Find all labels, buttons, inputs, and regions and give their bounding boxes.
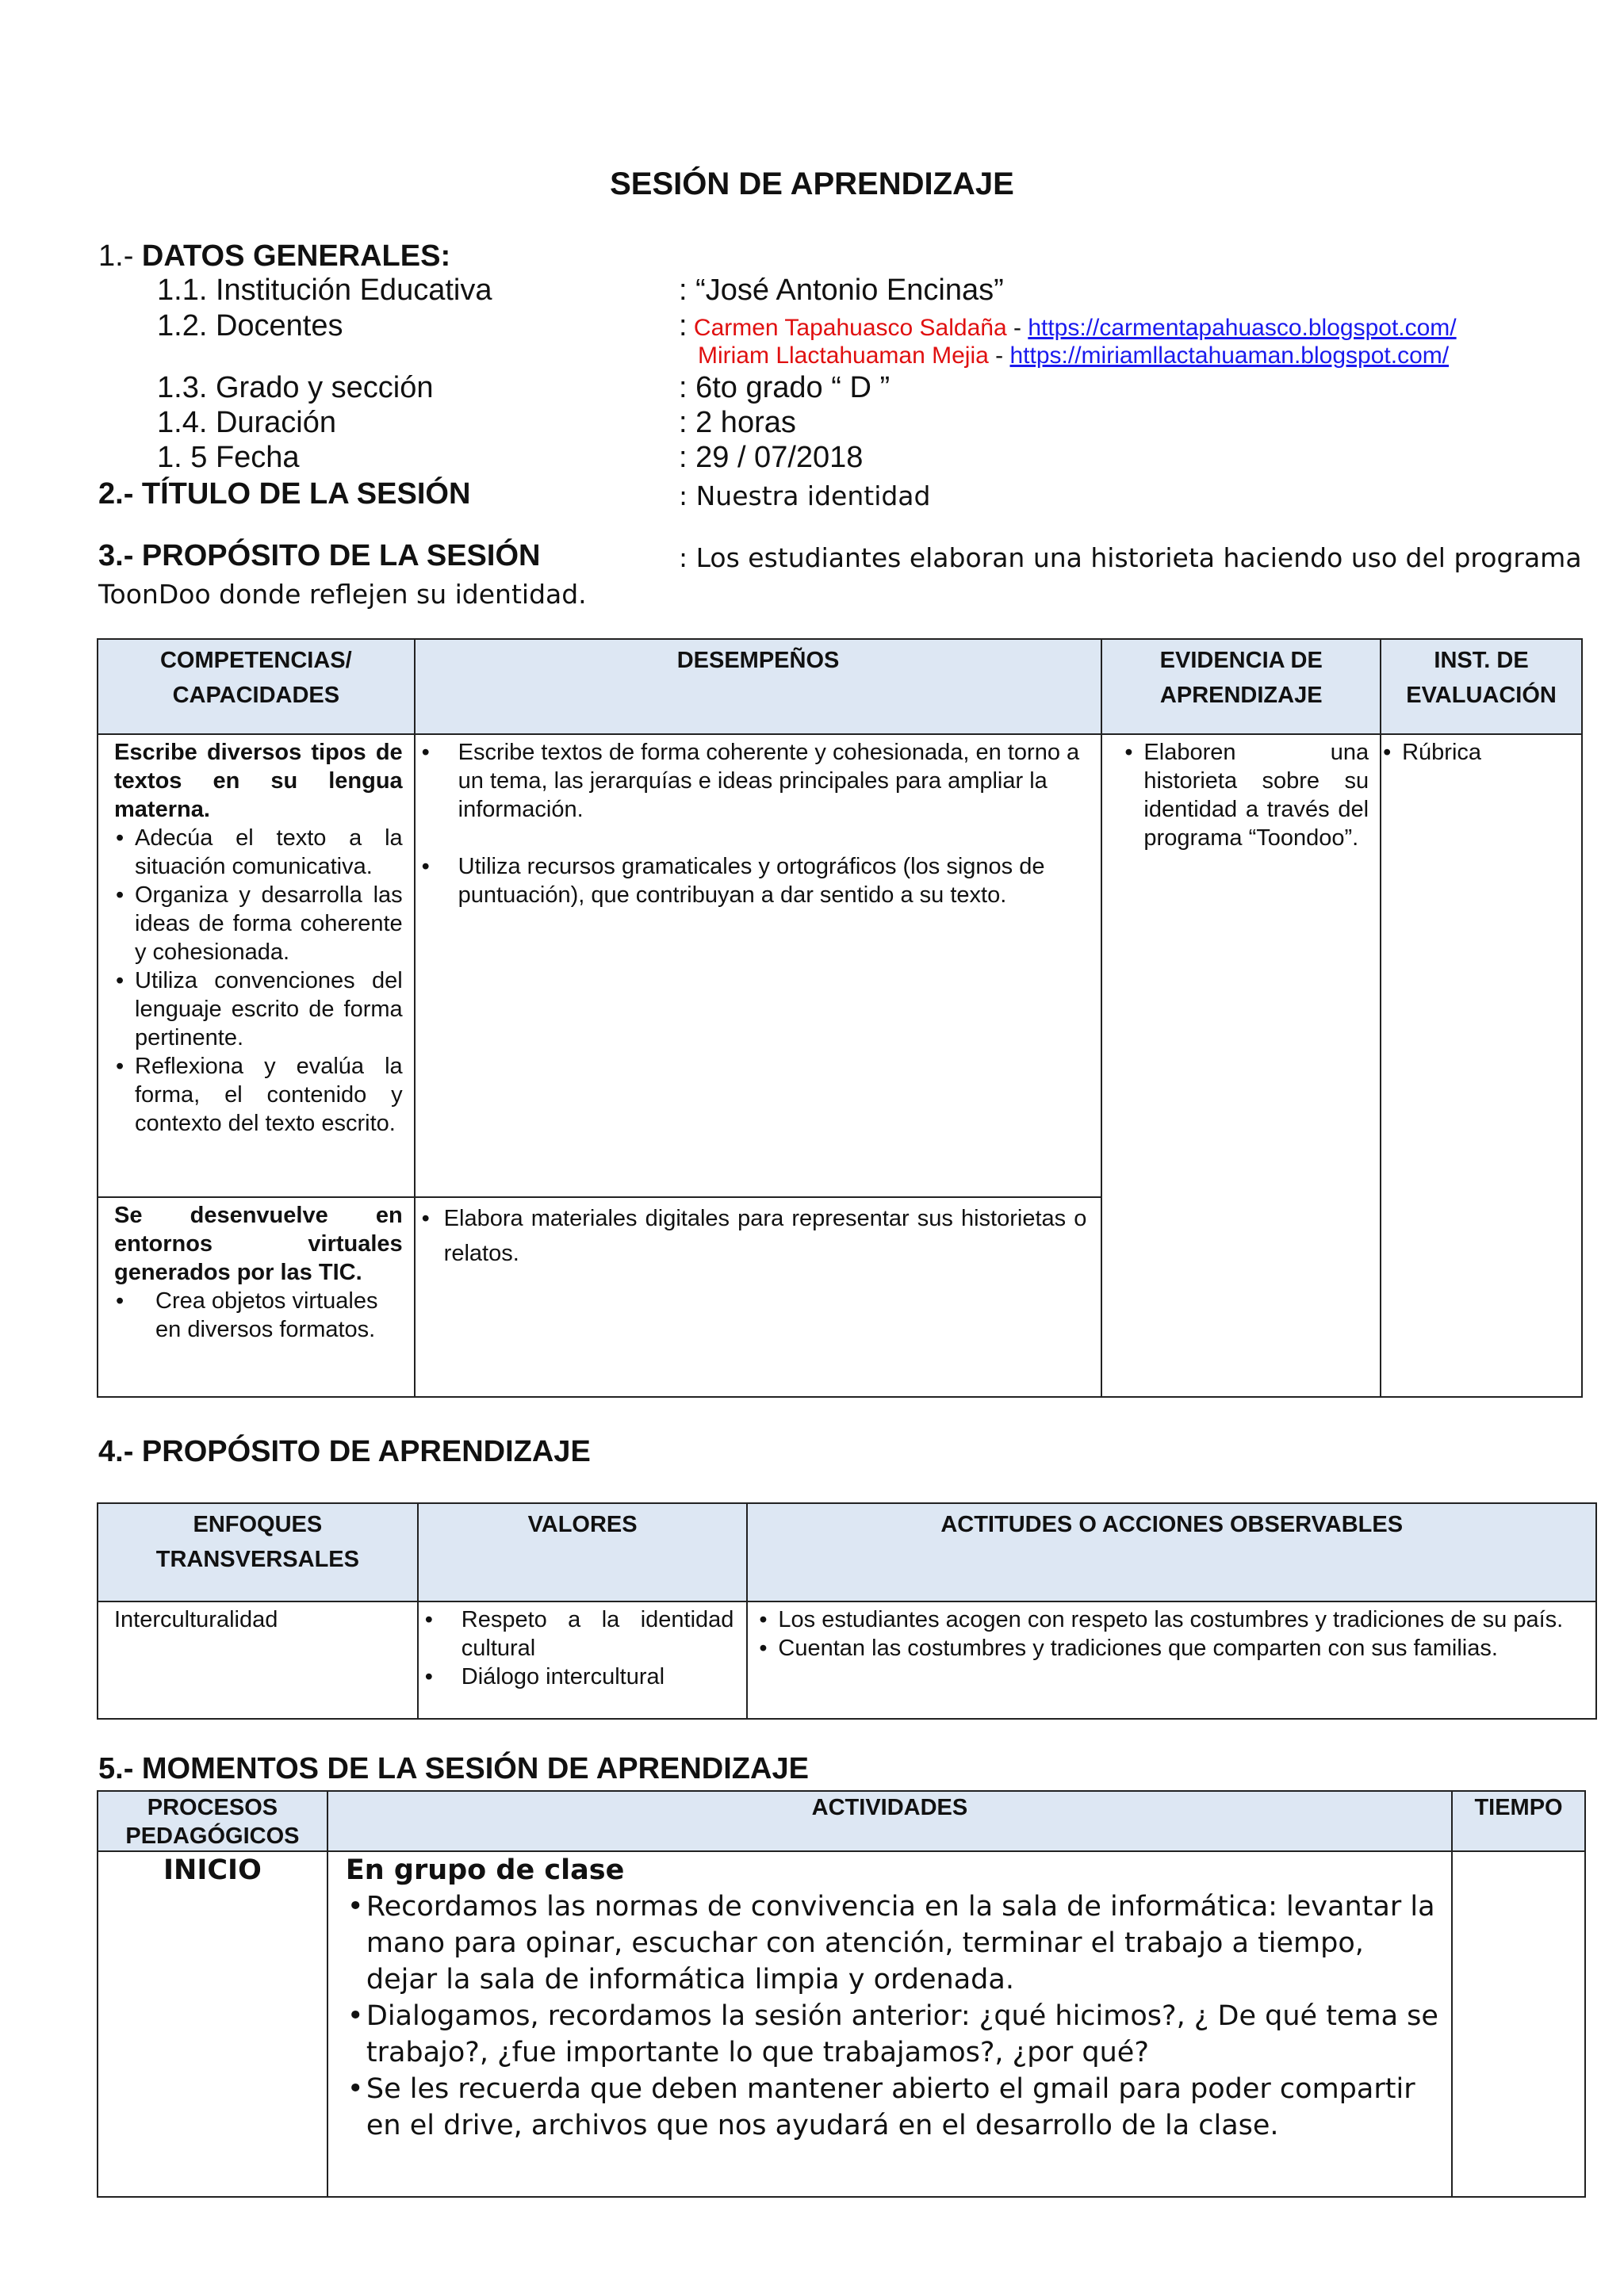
proposito-sesion-value-2: ToonDoo donde reflejen su identidad. [98,579,587,610]
grado-label: 1.3. Grado y sección [157,371,434,404]
section-1-number: 1.- [98,239,134,273]
proceso-inicio: INICIO [98,1851,327,2197]
capacidad-item: • Crea objetos virtuales en diversos formatos. [114,1287,403,1344]
enfoque-cell: Interculturalidad [98,1601,418,1719]
fecha-label: 1. 5 Fecha [157,441,300,474]
grado-value: : 6to grado “ D ” [679,371,891,404]
competencia-cell-1 [98,734,415,1197]
docente-2-line [698,342,1449,369]
proposito-sesion-value-1: : Los estudiantes elaboran una historieta haciendo uso del programa [679,542,1582,573]
header-competencias: COMPETENCIAS/ CAPACIDADES [98,639,415,734]
docentes-colon: : [679,309,688,342]
fecha-value: : 29 / 07/2018 [679,441,864,474]
docente-2-name: Miriam Llactahuaman Mejia [698,342,989,369]
section-1-heading [98,239,450,274]
momentos-table [97,1790,1586,2198]
institucion-label: 1.1. Institución Educativa [157,274,492,307]
titulo-sesion-label: 2.- TÍTULO DE LA SESIÓN [98,477,471,511]
actitud-item: • Los estudiantes acogen con respeto las costumbres y tradiciones de su país. [757,1605,1584,1634]
docente-1-sep: - [1013,315,1021,341]
page-title: SESIÓN DE APRENDIZAJE [610,166,1014,201]
capacidad-item: • Utiliza convenciones del lenguaje escrito de forma pertinente. [114,966,403,1052]
desempeno-item: • Escribe textos de forma coherente y cohesionada, en torno a un tema, las jerarquías e ideas principales para ampliar la información. [420,738,1087,824]
header-valores: VALORES [418,1503,748,1601]
header-evidencia: EVIDENCIA DE APRENDIZAJE [1101,639,1381,734]
proposito-aprendizaje-label: 4.- PROPÓSITO DE APRENDIZAJE [98,1435,591,1468]
duracion-label: 1.4. Duración [157,406,337,439]
duracion-value: : 2 horas [679,406,796,439]
docente-2-sep: - [995,342,1004,369]
capacidad-item: • Adecúa el texto a la situación comunicativa. [114,824,403,881]
actitudes-cell [747,1601,1596,1719]
titulo-sesion-value: : Nuestra identidad [679,480,931,511]
header-desempenos: DESEMPEÑOS [415,639,1102,734]
competencia-2: Se desenvuelve en entornos virtuales generados por las TIC. [114,1203,403,1285]
momentos-label: 5.- MOMENTOS DE LA SESIÓN DE APRENDIZAJE [98,1752,809,1785]
evidencia-cell [1101,734,1381,1397]
actividad-item: • Recordamos las normas de convivencia en la sala de informática: levantar la mano para opinar, escuchar con atención, terminar el trabajo a tiempo, dejar la sala de informática limpia y ordenada. [346,1888,1440,1998]
header-instrumento: INST. DE EVALUACIÓN [1381,639,1582,734]
desempeno-item: • Utiliza recursos gramaticales y ortográficos (los signos de puntuación), que contribuyan a dar sentido a su texto. [420,852,1087,909]
instrumento-item: • Rúbrica [1381,738,1575,767]
competencias-table [97,638,1583,1398]
competencia-cell-2 [98,1197,415,1397]
valor-item: • Respeto a la identidad cultural [423,1605,734,1663]
docente-1-name: Carmen Tapahuasco Saldaña [693,315,1007,341]
capacidad-item: • Reflexiona y evalúa la forma, el contenido y contexto del texto escrito. [114,1052,403,1138]
header-actitudes: ACTITUDES O ACCIONES OBSERVABLES [747,1503,1596,1601]
actividades-cell [327,1851,1452,2197]
actividad-item: • Dialogamos, recordamos la sesión anterior: ¿qué hicimos?, ¿ De qué tema se trabajo?, ¿fue importante lo que trabajamos?, ¿por qué? [346,1998,1440,2071]
valores-cell [418,1601,748,1719]
institucion-value: : “José Antonio Encinas” [679,274,1004,307]
header-enfoques: ENFOQUES TRANSVERSALES [98,1503,418,1601]
tiempo-cell [1452,1851,1585,2197]
header-actividades: ACTIVIDADES [327,1791,1452,1851]
section-1-title: DATOS GENERALES: [141,239,451,273]
desempenos-cell-2 [415,1197,1102,1397]
instrumento-cell [1381,734,1582,1397]
header-tiempo: TIEMPO [1452,1791,1585,1851]
actitud-item: • Cuentan las costumbres y tradiciones que comparten con sus familias. [757,1634,1584,1663]
actividad-item: • Se les recuerda que deben mantener abierto el gmail para poder compartir en el drive, archivos que nos ayudará en el desarrollo de la clase. [346,2071,1440,2144]
proposito-sesion-label: 3.- PROPÓSITO DE LA SESIÓN [98,539,541,572]
header-procesos: PROCESOS PEDAGÓGICOS [98,1791,327,1851]
desempenos-cell-1 [415,734,1102,1197]
docentes-label: 1.2. Docentes [157,309,343,342]
docente-1-line [679,309,1457,343]
actividades-subtitle: En grupo de clase [345,1854,625,1886]
evidencia-item: • Elaboren una historieta sobre su identidad a través del programa “Toondoo”. [1123,738,1369,852]
capacidad-item: • Organiza y desarrolla las ideas de forma coherente y cohesionada. [114,881,403,966]
competencia-1: Escribe diversos tipos de textos en su lengua materna. [114,740,403,822]
desempeno-item: • Elabora materiales digitales para representar sus historietas o relatos. [420,1201,1087,1271]
valor-item: • Diálogo intercultural [423,1663,734,1691]
enfoques-table [97,1502,1597,1720]
docente-2-link[interactable]: https://miriamllactahuaman.blogspot.com/ [1009,342,1450,369]
docente-1-link[interactable]: https://carmentapahuasco.blogspot.com/ [1028,315,1457,341]
